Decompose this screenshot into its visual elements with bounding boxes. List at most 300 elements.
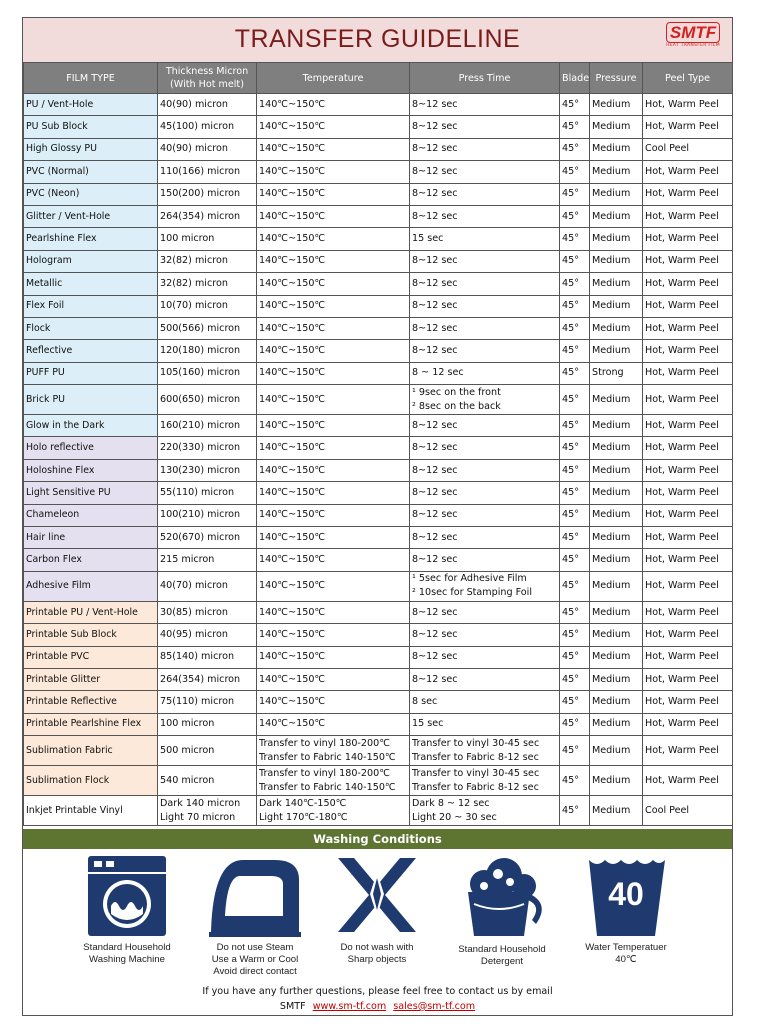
footer xyxy=(23,984,732,1014)
film-type-cell-text: Sublimation Fabric xyxy=(26,744,113,756)
table-row xyxy=(24,549,733,571)
film-type-cell-text: PU Sub Block xyxy=(26,121,88,133)
blade-cell-text: 45° xyxy=(562,165,580,177)
temperature-cell-text: 140℃~150℃ xyxy=(259,98,326,110)
blade-cell-text: 45° xyxy=(562,718,580,730)
press-time-cell xyxy=(410,713,560,735)
temperature-cell xyxy=(257,138,410,160)
pressure-cell-text: Medium xyxy=(592,606,631,618)
thickness-cell xyxy=(158,250,257,272)
wash-item-sharp xyxy=(317,854,437,966)
thickness-cell-text: 32(82) micron xyxy=(160,255,228,267)
pressure-cell-text: Medium xyxy=(592,300,631,312)
thickness-cell xyxy=(158,459,257,481)
thickness-cell xyxy=(158,624,257,646)
pressure-cell-text: Medium xyxy=(592,419,631,431)
wash-item-machine xyxy=(67,854,187,966)
temperature-cell xyxy=(257,691,410,713)
pressure-cell-text: Medium xyxy=(592,718,631,730)
wash-item-iron xyxy=(195,854,315,978)
pressure-cell-text: Medium xyxy=(592,804,631,816)
blade-cell-text: 45° xyxy=(562,464,580,476)
email-link[interactable]: sales@sm-tf.com xyxy=(393,1001,476,1012)
blade-cell xyxy=(560,340,590,362)
pressure-cell-text: Medium xyxy=(592,98,631,110)
thickness-cell xyxy=(158,601,257,623)
pressure-cell-text: Medium xyxy=(592,344,631,356)
temperature-cell-text: Transfer to vinyl 180-200℃ xyxy=(259,767,390,779)
temperature-cell-text: 140℃~150℃ xyxy=(259,606,326,618)
temperature-cell-text: 140℃~150℃ xyxy=(259,233,326,245)
thickness-cell-text: 10(70) micron xyxy=(160,300,228,312)
table-row xyxy=(24,415,733,437)
blade-cell-text: 45° xyxy=(562,651,580,663)
pressure-cell xyxy=(590,482,643,504)
press-time-cell-text: 8~12 sec xyxy=(412,419,458,431)
pressure-cell-text: Medium xyxy=(592,531,631,543)
blade-cell-text: 45° xyxy=(562,188,580,200)
table-row xyxy=(24,362,733,384)
col-film-type: FILM TYPE xyxy=(24,63,158,94)
blade-cell-text: 45° xyxy=(562,580,580,592)
blade-cell xyxy=(560,766,590,796)
caption-line: Standard Household xyxy=(83,942,171,953)
page-title: TRANSFER GUIDELINE xyxy=(234,25,521,53)
guideline-sheet xyxy=(22,17,733,1016)
peel-type-cell xyxy=(643,250,733,272)
film-type-cell-text: PUFF PU xyxy=(26,367,65,379)
press-time-cell-text: 8~12 sec xyxy=(412,531,458,543)
thickness-cell xyxy=(158,549,257,571)
table-row xyxy=(24,736,733,766)
film-type-cell xyxy=(24,796,158,826)
peel-type-cell xyxy=(643,415,733,437)
temperature-cell-text: 140℃~150℃ xyxy=(259,509,326,521)
table-row xyxy=(24,94,733,116)
pressure-cell-text: Medium xyxy=(592,580,631,592)
film-type-cell xyxy=(24,415,158,437)
thickness-cell-text: 264(354) micron xyxy=(160,210,241,222)
press-time-cell-text: 8~12 sec xyxy=(412,486,458,498)
blade-cell xyxy=(560,796,590,826)
title-bar xyxy=(23,18,732,63)
film-type-cell-text: Pearlshine Flex xyxy=(26,233,97,245)
peel-type-cell-text: Hot, Warm Peel xyxy=(645,322,719,334)
blade-cell xyxy=(560,601,590,623)
peel-type-cell-text: Hot, Warm Peel xyxy=(645,580,719,592)
thickness-cell-text: 100 micron xyxy=(160,233,215,245)
film-type-cell xyxy=(24,273,158,295)
blade-cell-text: 45° xyxy=(562,121,580,133)
thickness-cell-text: 220(330) micron xyxy=(160,442,241,454)
peel-type-cell-text: Hot, Warm Peel xyxy=(645,367,719,379)
thickness-cell-text: 45(100) micron xyxy=(160,121,235,133)
pressure-cell xyxy=(590,691,643,713)
pressure-cell-text: Medium xyxy=(592,442,631,454)
temperature-cell-text: 140℃~150℃ xyxy=(259,165,326,177)
press-time-cell xyxy=(410,766,560,796)
table-row xyxy=(24,601,733,623)
pressure-cell xyxy=(590,250,643,272)
press-time-cell xyxy=(410,527,560,549)
blade-cell-text: 45° xyxy=(562,804,580,816)
blade-cell xyxy=(560,362,590,384)
peel-type-cell xyxy=(643,713,733,735)
pressure-cell xyxy=(590,295,643,317)
caption-line: Do not use Steam xyxy=(216,942,294,953)
peel-type-cell xyxy=(643,571,733,601)
table-row xyxy=(24,668,733,690)
blade-cell xyxy=(560,624,590,646)
blade-cell xyxy=(560,504,590,526)
press-time-cell xyxy=(410,362,560,384)
peel-type-cell-text: Hot, Warm Peel xyxy=(645,531,719,543)
table-row xyxy=(24,250,733,272)
caption-line: Sharp objects xyxy=(347,954,407,965)
press-time-cell xyxy=(410,691,560,713)
table-row xyxy=(24,228,733,250)
thickness-cell xyxy=(158,646,257,668)
peel-type-cell-text: Hot, Warm Peel xyxy=(645,486,719,498)
peel-type-cell xyxy=(643,601,733,623)
press-time-cell xyxy=(410,459,560,481)
table-row xyxy=(24,295,733,317)
thickness-cell-text: 120(180) micron xyxy=(160,344,241,356)
pressure-cell-text: Medium xyxy=(592,744,631,756)
press-time-cell xyxy=(410,183,560,205)
blade-cell xyxy=(560,437,590,459)
temperature-cell xyxy=(257,205,410,227)
blade-cell xyxy=(560,116,590,138)
pressure-cell xyxy=(590,713,643,735)
pressure-cell xyxy=(590,646,643,668)
press-time-cell xyxy=(410,736,560,766)
peel-type-cell xyxy=(643,624,733,646)
thickness-cell-text: 105(160) micron xyxy=(160,367,241,379)
temperature-cell xyxy=(257,161,410,183)
thickness-cell xyxy=(158,205,257,227)
peel-type-cell-text: Hot, Warm Peel xyxy=(645,606,719,618)
thickness-cell xyxy=(158,228,257,250)
film-type-cell-text: Flock xyxy=(26,322,51,334)
pressure-cell xyxy=(590,362,643,384)
press-time-cell xyxy=(410,601,560,623)
blade-cell-text: 45° xyxy=(562,300,580,312)
press-time-cell xyxy=(410,437,560,459)
blade-cell-text: 45° xyxy=(562,143,580,155)
thickness-cell xyxy=(158,340,257,362)
peel-type-cell-text: Hot, Warm Peel xyxy=(645,696,719,708)
thickness-cell xyxy=(158,668,257,690)
film-type-cell xyxy=(24,736,158,766)
blade-cell-text: 45° xyxy=(562,531,580,543)
pressure-cell xyxy=(590,415,643,437)
press-time-cell xyxy=(410,340,560,362)
film-type-cell xyxy=(24,228,158,250)
temperature-cell-text: 140℃~150℃ xyxy=(259,464,326,476)
temperature-cell-text: 140℃~150℃ xyxy=(259,121,326,133)
pressure-cell xyxy=(590,504,643,526)
temperature-cell-text: 140℃~150℃ xyxy=(259,651,326,663)
pressure-cell xyxy=(590,437,643,459)
pressure-cell-text: Medium xyxy=(592,165,631,177)
temperature-cell-text: Transfer to Fabric 140-150℃ xyxy=(259,751,396,763)
press-time-cell xyxy=(410,796,560,826)
press-time-cell-text: 8~12 sec xyxy=(412,188,458,200)
film-type-cell xyxy=(24,713,158,735)
press-time-cell-text: 8~12 sec xyxy=(412,300,458,312)
blade-cell-text: 45° xyxy=(562,419,580,431)
temperature-cell xyxy=(257,459,410,481)
press-time-cell-text: 8~12 sec xyxy=(412,628,458,640)
table-row xyxy=(24,161,733,183)
press-time-cell-text: ¹ 5sec for Adhesive Film xyxy=(412,573,527,585)
press-time-cell-text: Transfer to vinyl 30-45 sec xyxy=(412,737,540,749)
thickness-cell xyxy=(158,138,257,160)
washing-machine-icon xyxy=(82,854,172,938)
film-type-cell xyxy=(24,482,158,504)
blade-cell xyxy=(560,713,590,735)
thickness-cell xyxy=(158,482,257,504)
peel-type-cell-text: Hot, Warm Peel xyxy=(645,419,719,431)
blade-cell xyxy=(560,273,590,295)
table-row xyxy=(24,437,733,459)
peel-type-cell-text: Hot, Warm Peel xyxy=(645,718,719,730)
film-type-cell-text: Sublimation Flock xyxy=(26,774,110,786)
caption-line: Standard Household xyxy=(458,944,546,955)
peel-type-cell xyxy=(643,549,733,571)
blade-cell-text: 45° xyxy=(562,606,580,618)
thickness-cell-text: Dark 140 micron xyxy=(160,797,241,809)
pressure-cell xyxy=(590,736,643,766)
table-row xyxy=(24,766,733,796)
pressure-cell-text: Medium xyxy=(592,509,631,521)
temperature-cell-text: 140℃~150℃ xyxy=(259,718,326,730)
blade-cell xyxy=(560,459,590,481)
thickness-cell xyxy=(158,571,257,601)
pressure-cell-text: Medium xyxy=(592,121,631,133)
thickness-cell-text: 264(354) micron xyxy=(160,673,241,685)
thickness-cell-text: 32(82) micron xyxy=(160,277,228,289)
press-time-cell xyxy=(410,295,560,317)
film-type-cell-text: Inkjet Printable Vinyl xyxy=(26,804,123,816)
peel-type-cell xyxy=(643,437,733,459)
pressure-cell xyxy=(590,624,643,646)
press-time-cell-text: ¹ 9sec on the front xyxy=(412,386,501,398)
press-time-cell xyxy=(410,116,560,138)
film-type-cell xyxy=(24,691,158,713)
thickness-cell-text: 40(70) micron xyxy=(160,580,228,592)
press-time-cell-text: 15 sec xyxy=(412,233,444,245)
film-type-cell-text: PU / Vent-Hole xyxy=(26,98,94,110)
peel-type-cell-text: Hot, Warm Peel xyxy=(645,509,719,521)
film-type-cell xyxy=(24,116,158,138)
temperature-cell xyxy=(257,250,410,272)
temperature-cell-text: 140℃~150℃ xyxy=(259,210,326,222)
transfer-table xyxy=(23,62,733,826)
press-time-cell-text: 8~12 sec xyxy=(412,98,458,110)
wash-tub-icon xyxy=(581,854,671,938)
blade-cell xyxy=(560,646,590,668)
peel-type-cell-text: Cool Peel xyxy=(645,804,690,816)
pressure-cell xyxy=(590,205,643,227)
press-time-cell-text: Transfer to Fabric 8-12 sec xyxy=(412,781,539,793)
temperature-cell-text: 140℃~150℃ xyxy=(259,554,326,566)
temperature-cell xyxy=(257,571,410,601)
pressure-cell xyxy=(590,340,643,362)
detergent-bucket-icon xyxy=(454,854,550,940)
thickness-cell xyxy=(158,161,257,183)
peel-type-cell xyxy=(643,362,733,384)
blade-cell xyxy=(560,736,590,766)
thickness-cell-text: 110(166) micron xyxy=(160,165,241,177)
press-time-cell-text: 8 ~ 12 sec xyxy=(412,367,464,379)
film-type-cell-text: Printable PU / Vent-Hole xyxy=(26,606,138,618)
col-blade: Blade xyxy=(560,63,590,94)
film-type-cell xyxy=(24,601,158,623)
temperature-cell xyxy=(257,527,410,549)
thickness-cell-text: 85(140) micron xyxy=(160,651,235,663)
blade-cell-text: 45° xyxy=(562,393,580,405)
thickness-cell xyxy=(158,766,257,796)
blade-cell xyxy=(560,317,590,339)
thickness-cell-text: Light 70 micron xyxy=(160,811,236,823)
pressure-cell xyxy=(590,317,643,339)
temperature-cell xyxy=(257,228,410,250)
blade-cell-text: 45° xyxy=(562,744,580,756)
thickness-cell-text: 40(90) micron xyxy=(160,143,228,155)
temperature-cell-text: Light 170℃-180℃ xyxy=(259,811,348,823)
thickness-cell xyxy=(158,385,257,415)
film-type-cell-text: Printable PVC xyxy=(26,651,90,663)
col-thickness-line1: Thickness Micron xyxy=(165,66,249,77)
press-time-cell xyxy=(410,482,560,504)
pressure-cell-text: Medium xyxy=(592,233,631,245)
blade-cell-text: 45° xyxy=(562,509,580,521)
wash-temp-number: 40 xyxy=(608,876,644,912)
peel-type-cell xyxy=(643,482,733,504)
pressure-cell xyxy=(590,94,643,116)
peel-type-cell xyxy=(643,116,733,138)
footer-brand: SMTF xyxy=(279,1001,306,1012)
peel-type-cell xyxy=(643,94,733,116)
table-row xyxy=(24,713,733,735)
temperature-cell xyxy=(257,504,410,526)
pressure-cell xyxy=(590,796,643,826)
film-type-cell xyxy=(24,646,158,668)
peel-type-cell-text: Hot, Warm Peel xyxy=(645,255,719,267)
pressure-cell xyxy=(590,273,643,295)
temperature-cell xyxy=(257,385,410,415)
pressure-cell xyxy=(590,161,643,183)
temperature-cell-text: 140℃~150℃ xyxy=(259,486,326,498)
film-type-cell-text: Adhesive Film xyxy=(26,580,91,592)
wash-caption-machine xyxy=(67,942,187,966)
blade-cell xyxy=(560,691,590,713)
press-time-cell xyxy=(410,646,560,668)
peel-type-cell xyxy=(643,504,733,526)
thickness-cell xyxy=(158,273,257,295)
blade-cell xyxy=(560,668,590,690)
website-link[interactable]: www.sm-tf.com xyxy=(312,1001,387,1012)
temperature-cell xyxy=(257,116,410,138)
blade-cell-text: 45° xyxy=(562,486,580,498)
smtf-logo xyxy=(662,23,724,48)
thickness-cell xyxy=(158,183,257,205)
temperature-cell-text: 140℃~150℃ xyxy=(259,580,326,592)
temperature-cell-text: 140℃~150℃ xyxy=(259,143,326,155)
press-time-cell-text: Transfer to Fabric 8-12 sec xyxy=(412,751,539,763)
blade-cell xyxy=(560,94,590,116)
blade-cell-text: 45° xyxy=(562,210,580,222)
film-type-cell-text: Printable Sub Block xyxy=(26,628,117,640)
temperature-cell-text: Transfer to Fabric 140-150℃ xyxy=(259,781,396,793)
iron-icon xyxy=(205,854,305,938)
film-type-cell xyxy=(24,138,158,160)
press-time-cell-text: 8~12 sec xyxy=(412,554,458,566)
film-type-cell xyxy=(24,437,158,459)
temperature-cell-text: 140℃~150℃ xyxy=(259,367,326,379)
pressure-cell xyxy=(590,601,643,623)
thickness-cell xyxy=(158,415,257,437)
wash-caption-temperature xyxy=(566,942,686,966)
film-type-cell xyxy=(24,766,158,796)
peel-type-cell xyxy=(643,161,733,183)
thickness-cell-text: 500(566) micron xyxy=(160,322,241,334)
film-type-cell xyxy=(24,317,158,339)
temperature-cell xyxy=(257,94,410,116)
peel-type-cell-text: Hot, Warm Peel xyxy=(645,344,719,356)
thickness-cell-text: 100(210) micron xyxy=(160,509,241,521)
peel-type-cell-text: Hot, Warm Peel xyxy=(645,188,719,200)
press-time-cell-text: 8~12 sec xyxy=(412,210,458,222)
blade-cell-text: 45° xyxy=(562,277,580,289)
blade-cell xyxy=(560,385,590,415)
peel-type-cell-text: Hot, Warm Peel xyxy=(645,277,719,289)
peel-type-cell-text: Hot, Warm Peel xyxy=(645,651,719,663)
temperature-cell-text: 140℃~150℃ xyxy=(259,673,326,685)
peel-type-cell-text: Hot, Warm Peel xyxy=(645,464,719,476)
temperature-cell-text: 140℃~150℃ xyxy=(259,531,326,543)
peel-type-cell xyxy=(643,736,733,766)
peel-type-cell xyxy=(643,138,733,160)
table-row xyxy=(24,624,733,646)
blade-cell-text: 45° xyxy=(562,367,580,379)
film-type-cell-text: Metallic xyxy=(26,277,63,289)
thickness-cell-text: 40(90) micron xyxy=(160,98,228,110)
press-time-cell xyxy=(410,250,560,272)
press-time-cell-text: 8~12 sec xyxy=(412,442,458,454)
table-row xyxy=(24,459,733,481)
col-pressure: Pressure xyxy=(590,63,643,94)
pressure-cell-text: Medium xyxy=(592,393,631,405)
press-time-cell xyxy=(410,317,560,339)
press-time-cell-text: Transfer to vinyl 30-45 sec xyxy=(412,767,540,779)
blade-cell-text: 45° xyxy=(562,442,580,454)
table-row xyxy=(24,646,733,668)
press-time-cell xyxy=(410,273,560,295)
col-temperature: Temperature xyxy=(257,63,410,94)
wash-item-detergent xyxy=(442,854,562,968)
pressure-cell xyxy=(590,668,643,690)
press-time-cell-text: ² 8sec on the back xyxy=(412,400,501,412)
thickness-cell xyxy=(158,796,257,826)
film-type-cell-text: Carbon Flex xyxy=(26,554,82,566)
film-type-cell-text: Holoshine Flex xyxy=(26,464,95,476)
peel-type-cell-text: Hot, Warm Peel xyxy=(645,393,719,405)
film-type-cell-text: Printable Reflective xyxy=(26,696,117,708)
thickness-cell xyxy=(158,295,257,317)
